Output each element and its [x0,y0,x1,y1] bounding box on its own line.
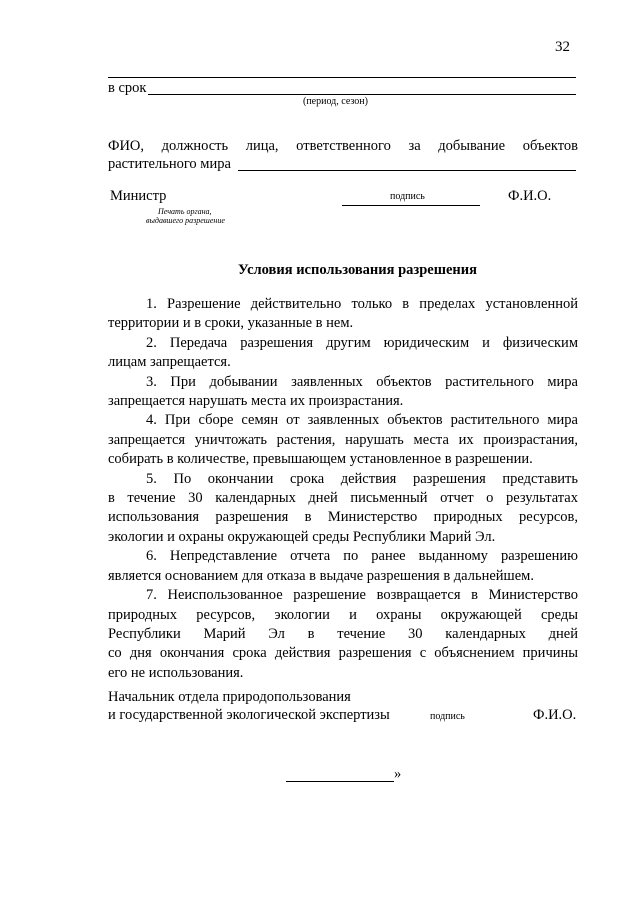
term-label: в срок [108,80,147,96]
responsible-line-2: растительного мира [108,156,231,172]
condition-line: со дня окончания срока действия разрешения с объяснением причины [108,645,578,662]
responsible-blank-line [238,170,576,171]
condition-item [108,334,578,373]
condition-line: 4. При сборе семян от заявленных объектов растительного мира [146,412,578,429]
condition-line: его не использования. [108,664,244,681]
page-number: 32 [555,39,570,55]
date-close-quote: » [394,766,402,782]
condition-item [108,373,578,412]
footer-signature-caption: подпись [430,711,465,722]
condition-item [108,295,578,334]
condition-line: собирать в количестве, превышающем установленное в разрешении. [108,451,533,468]
condition-line: запрещается нарушать места их произрастания. [108,393,404,410]
responsible-line-1: ФИО, должность лица, ответственного за добывание объектов [108,138,578,154]
condition-line: 5. По окончании срока действия разрешения представить [146,470,578,487]
condition-item [108,470,578,548]
condition-item [108,586,578,683]
condition-line: Республики Марий Эл в течение 30 календарных дней [108,625,578,642]
footer-line-1: Начальник отдела природопользования [108,689,351,705]
term-blank-line [148,94,576,95]
footer-line-2: и государственной экологической экспертизы [108,707,390,723]
stamp-note-line-1: Печать органа, [158,207,212,216]
condition-line: запрещается уничтожать растения, нарушать места их произрастания, [108,431,578,448]
condition-line: 7. Неиспользованное разрешение возвращается в Министерство [146,587,578,604]
stamp-note-line-2: выдавшего разрешение [146,216,225,225]
condition-line: 6. Непредставление отчета по ранее выданному разрешению [146,548,578,565]
condition-item [108,547,578,586]
condition-line: является основанием для отказа в выдаче разрешения в дальнейшем. [108,567,534,584]
condition-line: 1. Разрешение действительно только в пределах установленной [146,296,578,312]
condition-line: использования разрешения в Министерство природных ресурсов, [108,509,578,526]
condition-line: экологии и охраны окружающей среды Республики Марий Эл. [108,528,496,545]
signer-role: Министр [110,188,167,204]
term-note: (период, сезон) [303,96,368,107]
signer-name: Ф.И.О. [508,188,552,204]
condition-line: природных ресурсов, экологии и охраны окружающей среды [108,606,578,623]
condition-line: 3. При добывании заявленных объектов растительного мира [146,373,578,390]
date-blank-line [286,781,394,782]
conditions-list [108,295,578,683]
condition-line: территории и в сроки, указанные в нем. [108,315,354,332]
condition-line: лицам запрещается. [108,354,231,371]
footer-signer-name: Ф.И.О. [533,707,577,723]
signature-caption: подпись [390,191,425,202]
conditions-title: Условия использования разрешения [238,262,477,278]
condition-line: в течение 30 календарных дней письменный отчет о результатах [108,490,578,507]
condition-line: 2. Передача разрешения другим юридическим и физическим [146,334,578,351]
condition-item [108,411,578,469]
signature-line [342,205,480,206]
blank-line-top [108,77,576,78]
